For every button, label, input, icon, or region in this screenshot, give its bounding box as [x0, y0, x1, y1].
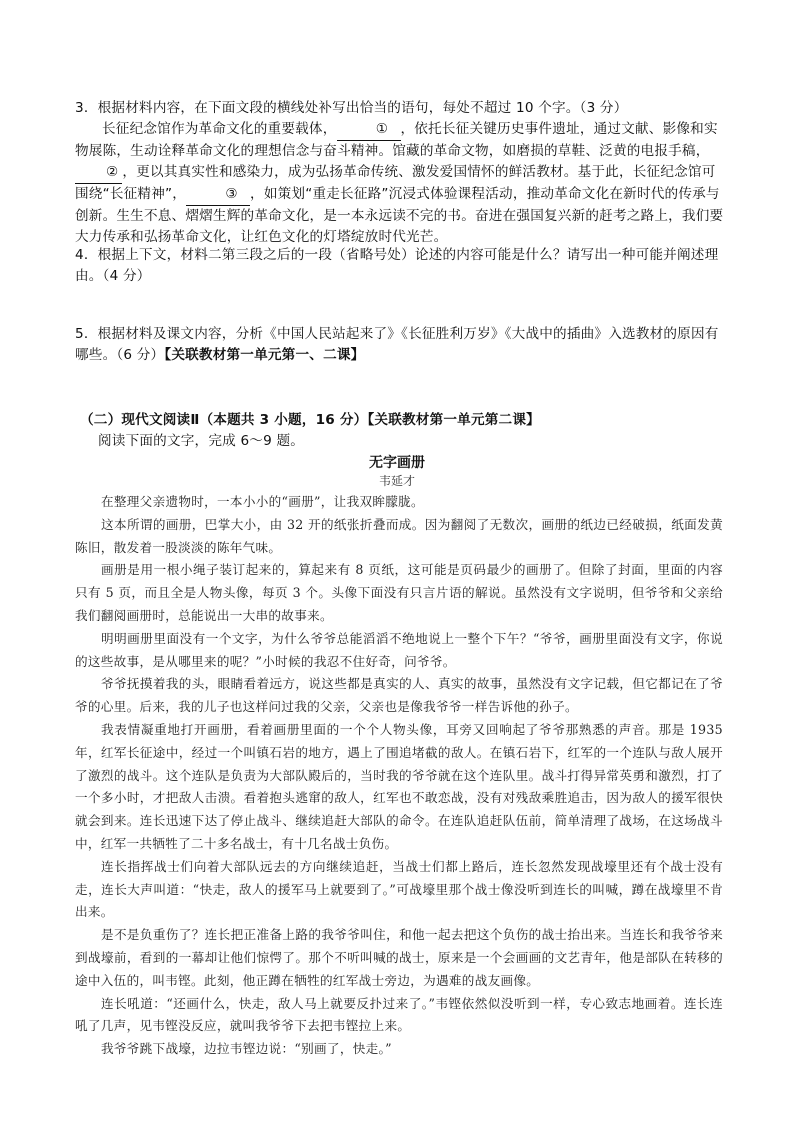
story-author: 韦延才	[378, 474, 415, 488]
story-title: 无字画册	[369, 455, 425, 471]
passage-text-b: ，依托长征关键历史事件遗址，通过文献、影像和实物展陈，生动诠释革命文化的理想信念与奋斗精神。馆藏的革命文物，如磨损的草鞋、泛黄的电报手稿，	[75, 121, 718, 159]
blank-1[interactable]: ①	[337, 119, 401, 141]
question-3-passage	[75, 119, 725, 248]
question-3-prompt: 3．根据材料内容，在下面文段的横线处补写出恰当的语句，每处不超过 10 个字。（3 分）	[75, 100, 628, 116]
blank-3[interactable]: ③	[186, 184, 250, 206]
story-paragraph: 我爷爷跳下战壕，边拉韦铿边说：“别画了，快走。”	[101, 1041, 392, 1057]
story-paragraph: 画册是用一根小绳子装订起来的，算起来有 8 页纸，这可能是页码最少的画册了。但除了封面，里面的内容只有 5 页，而且全是人物头像，每页 3 个。头像下面没有只言片语的解说。虽然没有文字说明，但爷爷和父亲给我们翻阅画册时，总能说出一大串的故事来。	[75, 562, 723, 623]
story-paragraph: 连长吼道：“还画什么，快走，敌人马上就要反扑过来了。”韦铿依然似没听到一样，专心致志地画着。连长连吼了几声，见韦铿没反应，就叫我爷爷下去把韦铿拉上来。	[75, 995, 723, 1034]
passage-text-c: ，更以其真实性和感染力，成为弘扬革命传统、激发爱国情怀的鲜活教材。基于此，长征纪念馆可围绕“长征精神”，	[75, 164, 716, 202]
question-5	[75, 324, 725, 366]
story-paragraph: 连长指挥战士们向着大部队远去的方向继续追赶，当战士们都上路后，连长忽然发现战壕里还有个战士没有走，连长大声叫道：“快走，敌人的援军马上就要到了。”可战壕里那个战士像没听到连长的叫喊，蹲在战壕里不肯出来。	[75, 858, 723, 920]
question-5-tag: 【关联教材第一单元第一、二课】	[164, 347, 365, 363]
blank-2[interactable]: ②	[75, 162, 122, 184]
question-5-text: 5．根据材料及课文内容，分析《中国人民站起来了》《长征胜利万岁》《大战中的插曲》入选教材的原因有哪些。（6 分）	[75, 326, 719, 363]
story-paragraph: 爷爷抚摸着我的头，眼睛看着远方，说这些都是真实的人、真实的故事，虽然没有文字记载，但它都记在了爷爷的心里。后来，我的儿子也这样问过我的父亲，父亲也是像我爷爷一样告诉他的孙子。	[75, 676, 723, 715]
question-4-prompt: 4．根据上下文，材料二第三段之后的一段（省略号处）论述的内容可能是什么？请写出一种可能并阐述理由。（4 分）	[75, 247, 719, 284]
section-2	[80, 410, 730, 452]
story-paragraph: 我表情凝重地打开画册，看着画册里面的一个个人物头像，耳旁又回响起了爷爷那熟悉的声音。那是 1935 年，红军长征途中，经过一个叫镇石岩的地方，遇上了围追堵截的敌人。在镇石岩下，红军的一个连队与敌人展开了激烈的战斗。这个连队是负责为大部队殿后的，当时我的爷爷就在这个连队里。战斗打得异常英勇和激烈，打了一个多小时，才把敌人击溃。看着抱头逃窜的敌人，红军也不敢恋战，没有对残敌乘胜追击，因为敌人的援军很快就会到来。连长迅速下达了停止战斗、继续追赶大部队的命令。在连队追赶队伍前，简单清理了战场，在这场战斗中，红军一共牺牲了二十多名战士，有十几名战士负伤。	[75, 721, 723, 851]
story-paragraph: 明明画册里面没有一个文字，为什么爷爷总能滔滔不绝地说上一整个下午？“爷爷，画册里面没有文字，你说的这些故事，是从哪里来的呢？”小时候的我忍不住好奇，问爷爷。	[75, 630, 723, 669]
question-3	[75, 98, 725, 248]
story-paragraph: 是不是负重伤了？连长把正准备上路的我爷爷叫住，和他一起去把这个负伤的战士抬出来。当连长和我爷爷来到战壕前，看到的一幕却让他们惊愕了。那个不听叫喊的战士，原来是一个会画画的文艺青年，他是部队在转移的途中入伍的，叫韦铿。此刻，他正蹲在牺牲的红军战士旁边，为遇难的战友画像。	[75, 927, 723, 988]
story-paragraph: 这本所谓的画册，巴掌大小，由 32 开的纸张折叠而成。因为翻阅了无数次，画册的纸边已经破损，纸面发黄陈旧，散发着一股淡淡的陈年气味。	[75, 516, 723, 555]
story-paragraph: 在整理父亲遗物时，一本小小的“画册”，让我双眸朦胧。	[101, 494, 424, 509]
passage-text-a: 长征纪念馆作为革命文化的重要载体，	[102, 121, 337, 137]
section-2-instruction: 阅读下面的文字，完成 6～9 题。	[98, 433, 305, 449]
question-5-prompt	[75, 324, 725, 366]
passage-text-d: ，如策划“重走长征路”沉浸式体验课程活动，推动革命文化在新时代的传承与创新。生生不息、熠熠生辉的革命文化，是一本永远读不完的书。奋进在强国复兴新的赶考之路上，我们要大力传承和弘扬革命文化，让红色文化的灯塔绽放时代光芒。	[75, 186, 724, 245]
story-body	[75, 491, 723, 1061]
section-2-heading: （二）现代文阅读Ⅱ（本题共 3 小题，16 分）【关联教材第一单元第二课】	[80, 412, 540, 428]
question-4	[75, 245, 725, 287]
